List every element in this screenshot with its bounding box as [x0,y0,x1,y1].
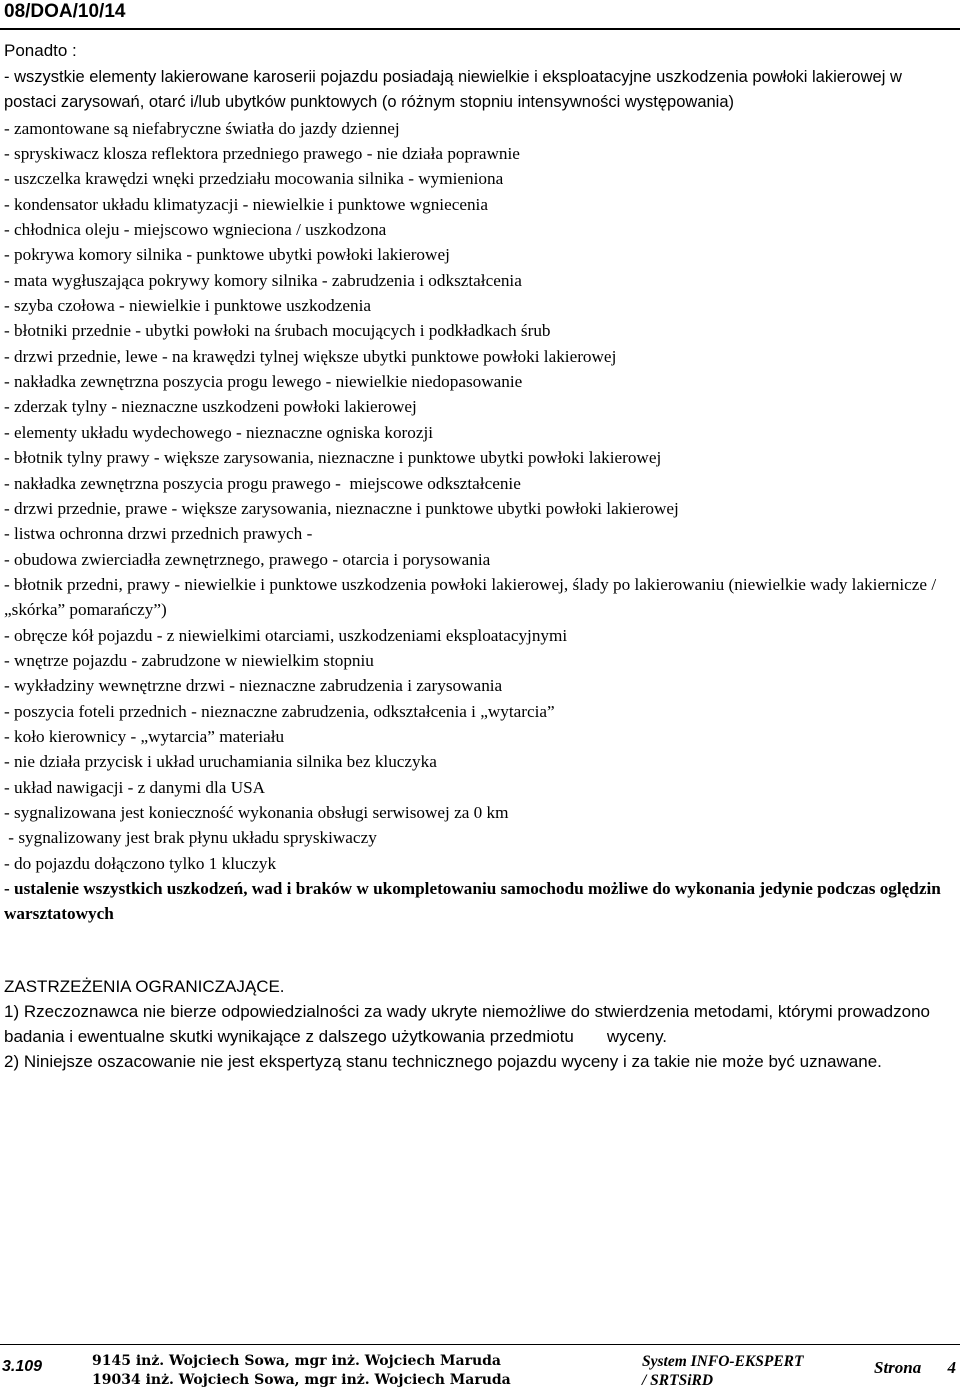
footer-author-line: 19034 inż. Wojciech Sowa, mgr inż. Wojciech Maruda [92,1372,511,1388]
list-item: - wykładziny wewnętrzne drzwi - nieznaczne zabrudzenia i zarysowania [4,676,503,696]
list-item: - drzwi przednie, lewe - na krawędzi tylnej większe ubytki punktowe powłoki lakierowej [4,346,617,366]
list-item: - błotniki przednie - ubytki powłoki na śrubach mocujących i podkładkach śrub [4,321,551,341]
list-item: - nakładka zewnętrzna poszycia progu prawego - miejscowe odkształcenie [4,473,521,493]
list-item: - listwa ochronna drzwi przednich prawych - [4,524,313,544]
footer-page-value: 4 [947,1358,956,1377]
list-item: - błotnik tylny prawy - większe zarysowania, nieznaczne i punktowe ubytki powłoki lakierowej [4,448,662,468]
footer-author-line: 9145 inż. Wojciech Sowa, mgr inż. Wojciech Maruda [92,1353,502,1369]
footer-page-label: Strona [874,1358,922,1377]
damage-list [4,65,956,927]
footer-page-code: 3.109 [2,1358,43,1375]
list-item: - uszczelka krawędzi wnęki przedziału mocowania silnika - wymieniona [4,169,504,189]
limitation-item: 1) Rzeczoznawca nie bierze odpowiedzialności za wady ukryte niemożliwe do stwierdzenia metodami, którymi prowadzono badania i ewentualne skutki wynikające z dalszego użytkowania przedmiotu wyceny. [4,1002,935,1046]
footer-rule [0,1344,960,1345]
intro-label: Ponadto : [4,41,77,60]
footer-system-name: System INFO-EKSPERT [642,1353,804,1370]
list-item: - mata wygłuszająca pokrywy komory silnika - zabrudzenia i odkształcenia [4,270,522,290]
list-item: - obudowa zwierciadła zewnętrznego, prawego - otarcia i porysowania [4,549,491,569]
list-item: - sygnalizowany jest brak płynu układu spryskiwaczy [4,828,377,848]
footer-system-code: / SRTSiRD [642,1372,714,1389]
list-item: - wnętrze pojazdu - zabrudzone w niewielkim stopniu [4,650,374,670]
list-item: - do pojazdu dołączono tylko 1 kluczyk [4,853,277,873]
list-item: - elementy układu wydechowego - nieznaczne ogniska korozji [4,422,434,442]
list-item: - spryskiwacz klosza reflektora przedniego prawego - nie działa poprawnie [4,144,520,164]
footer-authors [92,1352,511,1390]
list-item: - szyba czołowa - niewielkie i punktowe uszkodzenia [4,296,372,316]
list-item: - kondensator układu klimatyzacji - niewielkie i punktowe wgniecenia [4,194,488,214]
limitation-item: 2) Niniejsze oszacowanie nie jest ekspertyzą stanu technicznego pojazdu wyceny i za takie nie może być uznawane. [4,1052,882,1071]
list-item: - pokrywa komory silnika - punktowe ubytki powłoki lakierowej [4,245,450,265]
list-item: - drzwi przednie, prawe - większe zarysowania, nieznaczne i punktowe ubytki powłoki lakierowej [4,498,679,518]
list-item: - nie działa przycisk i układ uruchamiania silnika bez kluczyka [4,752,437,772]
list-item: - wszystkie elementy lakierowane karoserii pojazdu posiadają niewielkie i eksploatacyjne uszkodzenia powłoki lakierowej w postaci zarysowań, otarć i/lub ubytków punktowych (o różnym stopniu intensywności występowania) [4,68,902,112]
list-item: - poszycia foteli przednich - nieznaczne zabrudzenia, odkształcenia i „wytarcia” [4,701,555,721]
list-item: - zamontowane są niefabryczne światła do jazdy dziennej [4,118,400,138]
limitations-title: ZASTRZEŻENIA OGRANICZAJĄCE. [4,977,285,996]
header-rule [0,28,960,30]
list-item: - nakładka zewnętrzna poszycia progu lewego - niewielkie niedopasowanie [4,372,523,392]
list-item: - koło kierownicy - „wytarcia” materiału [4,726,285,746]
list-item: - chłodnica oleju - miejscowo wgnieciona / uszkodzona [4,220,387,240]
footer-page-number [874,1358,956,1378]
footer-system [642,1352,803,1390]
list-item: - błotnik przedni, prawy - niewielkie i punktowe uszkodzenia powłoki lakierowej, ślady po lakierowaniu (niewielkie wady lakiernicze / „skórka” pomarańczy”) [4,574,937,620]
list-item: - sygnalizowana jest konieczność wykonania obsługi serwisowej za 0 km [4,802,509,822]
document-id: 08/DOA/10/14 [4,1,126,22]
list-item: - zderzak tylny - nieznaczne uszkodzeni powłoki lakierowej [4,397,417,417]
list-item-summary: - ustalenie wszystkich uszkodzeń, wad i braków w ukompletowaniu samochodu możliwe do wykonania jedynie podczas oględzin warsztatowych [4,879,941,924]
list-item: - obręcze kół pojazdu - z niewielkimi otarciami, uszkodzeniami eksploatacyjnymi [4,625,568,645]
limitations-section [4,974,956,1074]
list-item: - układ nawigacji - z danymi dla USA [4,777,266,797]
